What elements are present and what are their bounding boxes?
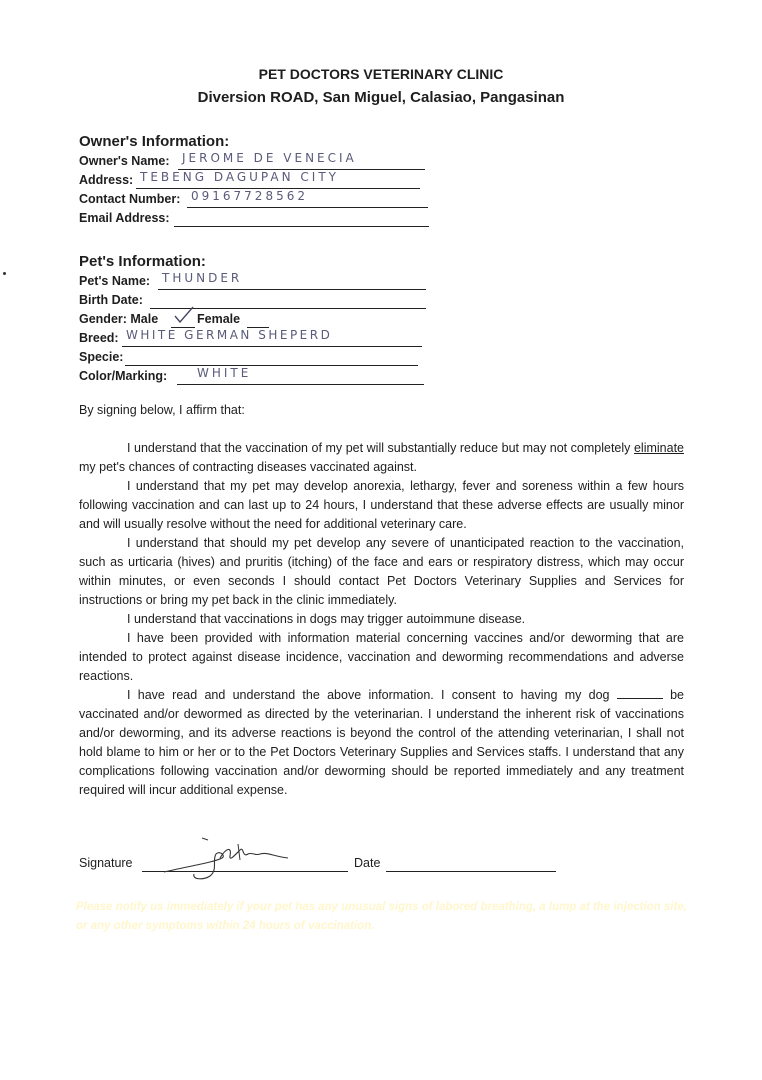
owner-name-value: JEROME DE VENECIA [182, 151, 357, 165]
pet-name-value: THUNDER [162, 271, 243, 285]
consent-paragraph-1 [79, 439, 684, 477]
gender-female-field[interactable] [247, 311, 269, 328]
pet-breed-value: WHITE GERMAN SHEPERD [126, 328, 333, 342]
owner-email-row [79, 211, 170, 229]
p6-text-b: be vaccinated and/or dewormed as directed by the veterinarian. I understand the inherent risk of vaccinations and/or deworming, and its adverse reactions is beyond the control of the attending veterinarian, I shall not hold blame to him or her or to the Pet Doctors Veterinary Supplies and Services staffs. I understand that any complications following vaccination and/or deworming should be reported immediately and any treatment required will incur additional expense. [79, 688, 684, 797]
clinic-name: PET DOCTORS VETERINARY CLINIC [258, 66, 504, 82]
owner-address-label: Address: [79, 173, 134, 187]
faint-notice-text: Please notify us immediately if your pet has any unusual signs of labored breathing, a lump at the injection site, or any other symptoms within 24 hours of vaccination. [76, 901, 687, 932]
owner-name-field[interactable] [178, 153, 425, 170]
consent-paragraph-2: I understand that my pet may develop anorexia, lethargy, fever and soreness within a few hours following vaccination and can last up to 24 hours, I understand that these adverse effects are usually minor and will usually resolve without the need for additional veterinary care. [79, 479, 684, 531]
gender-male-label: Gender: Male [79, 312, 159, 326]
consent-paragraph-3: I understand that should my pet develop any severe of unanticipated reaction to the vaccination, such as urticaria (hives) and pruritis (itching) of the face and ears or respiratory distress, which may occur within minutes, or even seconds I should contact Pet Doctors Veterinary Supplies and Services for instructions or bring my pet back in the clinic immediately. [79, 536, 684, 607]
affirm-intro: By signing below, I affirm that: [79, 403, 245, 417]
owner-contact-row [79, 192, 180, 210]
pet-name-label: Pet's Name: [79, 274, 151, 288]
pet-breed-row [79, 331, 119, 349]
scan-speck [3, 272, 6, 275]
pet-birth-label: Birth Date: [79, 293, 143, 307]
owner-name-label: Owner's Name: [79, 154, 170, 168]
pet-color-row [79, 369, 167, 387]
owner-address-row [79, 173, 133, 191]
p1-text-b: my pet's chances of contracting diseases vaccinated against. [79, 460, 417, 474]
pet-breed-label: Breed: [79, 331, 119, 345]
p1-text-a: I understand that the vaccination of my pet will substantially reduce but may not completely [127, 441, 634, 455]
consent-paragraph-4: I understand that vaccinations in dogs may trigger autoimmune disease. [127, 612, 526, 626]
consent-paragraph-6 [79, 686, 684, 800]
owner-contact-field[interactable] [187, 191, 428, 208]
owner-contact-label: Contact Number: [79, 192, 181, 206]
pet-specie-row [79, 350, 123, 368]
pet-color-label: Color/Marking: [79, 369, 168, 383]
check-mark-icon [172, 305, 196, 325]
dog-name-blank[interactable] [617, 686, 663, 699]
p1-underlined-word: eliminate [633, 441, 684, 455]
owner-email-label: Email Address: [79, 211, 170, 225]
pet-specie-field[interactable] [125, 349, 418, 366]
pet-color-field[interactable] [177, 368, 424, 385]
date-field[interactable] [386, 855, 556, 872]
pet-color-value: WHITE [197, 366, 252, 380]
pet-name-field[interactable] [158, 273, 426, 290]
owner-section-title: Owner's Information: [79, 133, 230, 150]
gender-female-label: Female [197, 312, 241, 326]
handwritten-signature-icon [160, 836, 340, 886]
owner-address-field[interactable] [136, 172, 420, 189]
signature-label: Signature [79, 856, 133, 870]
owner-address-value: TEBENG DAGUPAN CITY [140, 170, 339, 184]
consent-text [79, 439, 684, 800]
pet-specie-label: Specie: [79, 350, 124, 364]
pet-birth-row [79, 293, 143, 311]
clinic-address: Diversion ROAD, San Miguel, Calasiao, Pangasinan [197, 89, 565, 106]
consent-paragraph-5: I have been provided with information material concerning vaccines and/or deworming that are intended to protect against disease incidence, vaccination and deworming recommendations and adverse reactions. [79, 631, 684, 683]
pet-breed-field[interactable] [122, 330, 422, 347]
owner-email-field[interactable] [174, 210, 429, 227]
pet-name-row [79, 274, 150, 292]
date-label: Date [354, 856, 381, 870]
pet-section-title: Pet's Information: [79, 253, 206, 270]
p6-text-a: I have read and understand the above information. I consent to having my dog [127, 688, 617, 702]
owner-contact-value: 09167728562 [191, 189, 308, 203]
